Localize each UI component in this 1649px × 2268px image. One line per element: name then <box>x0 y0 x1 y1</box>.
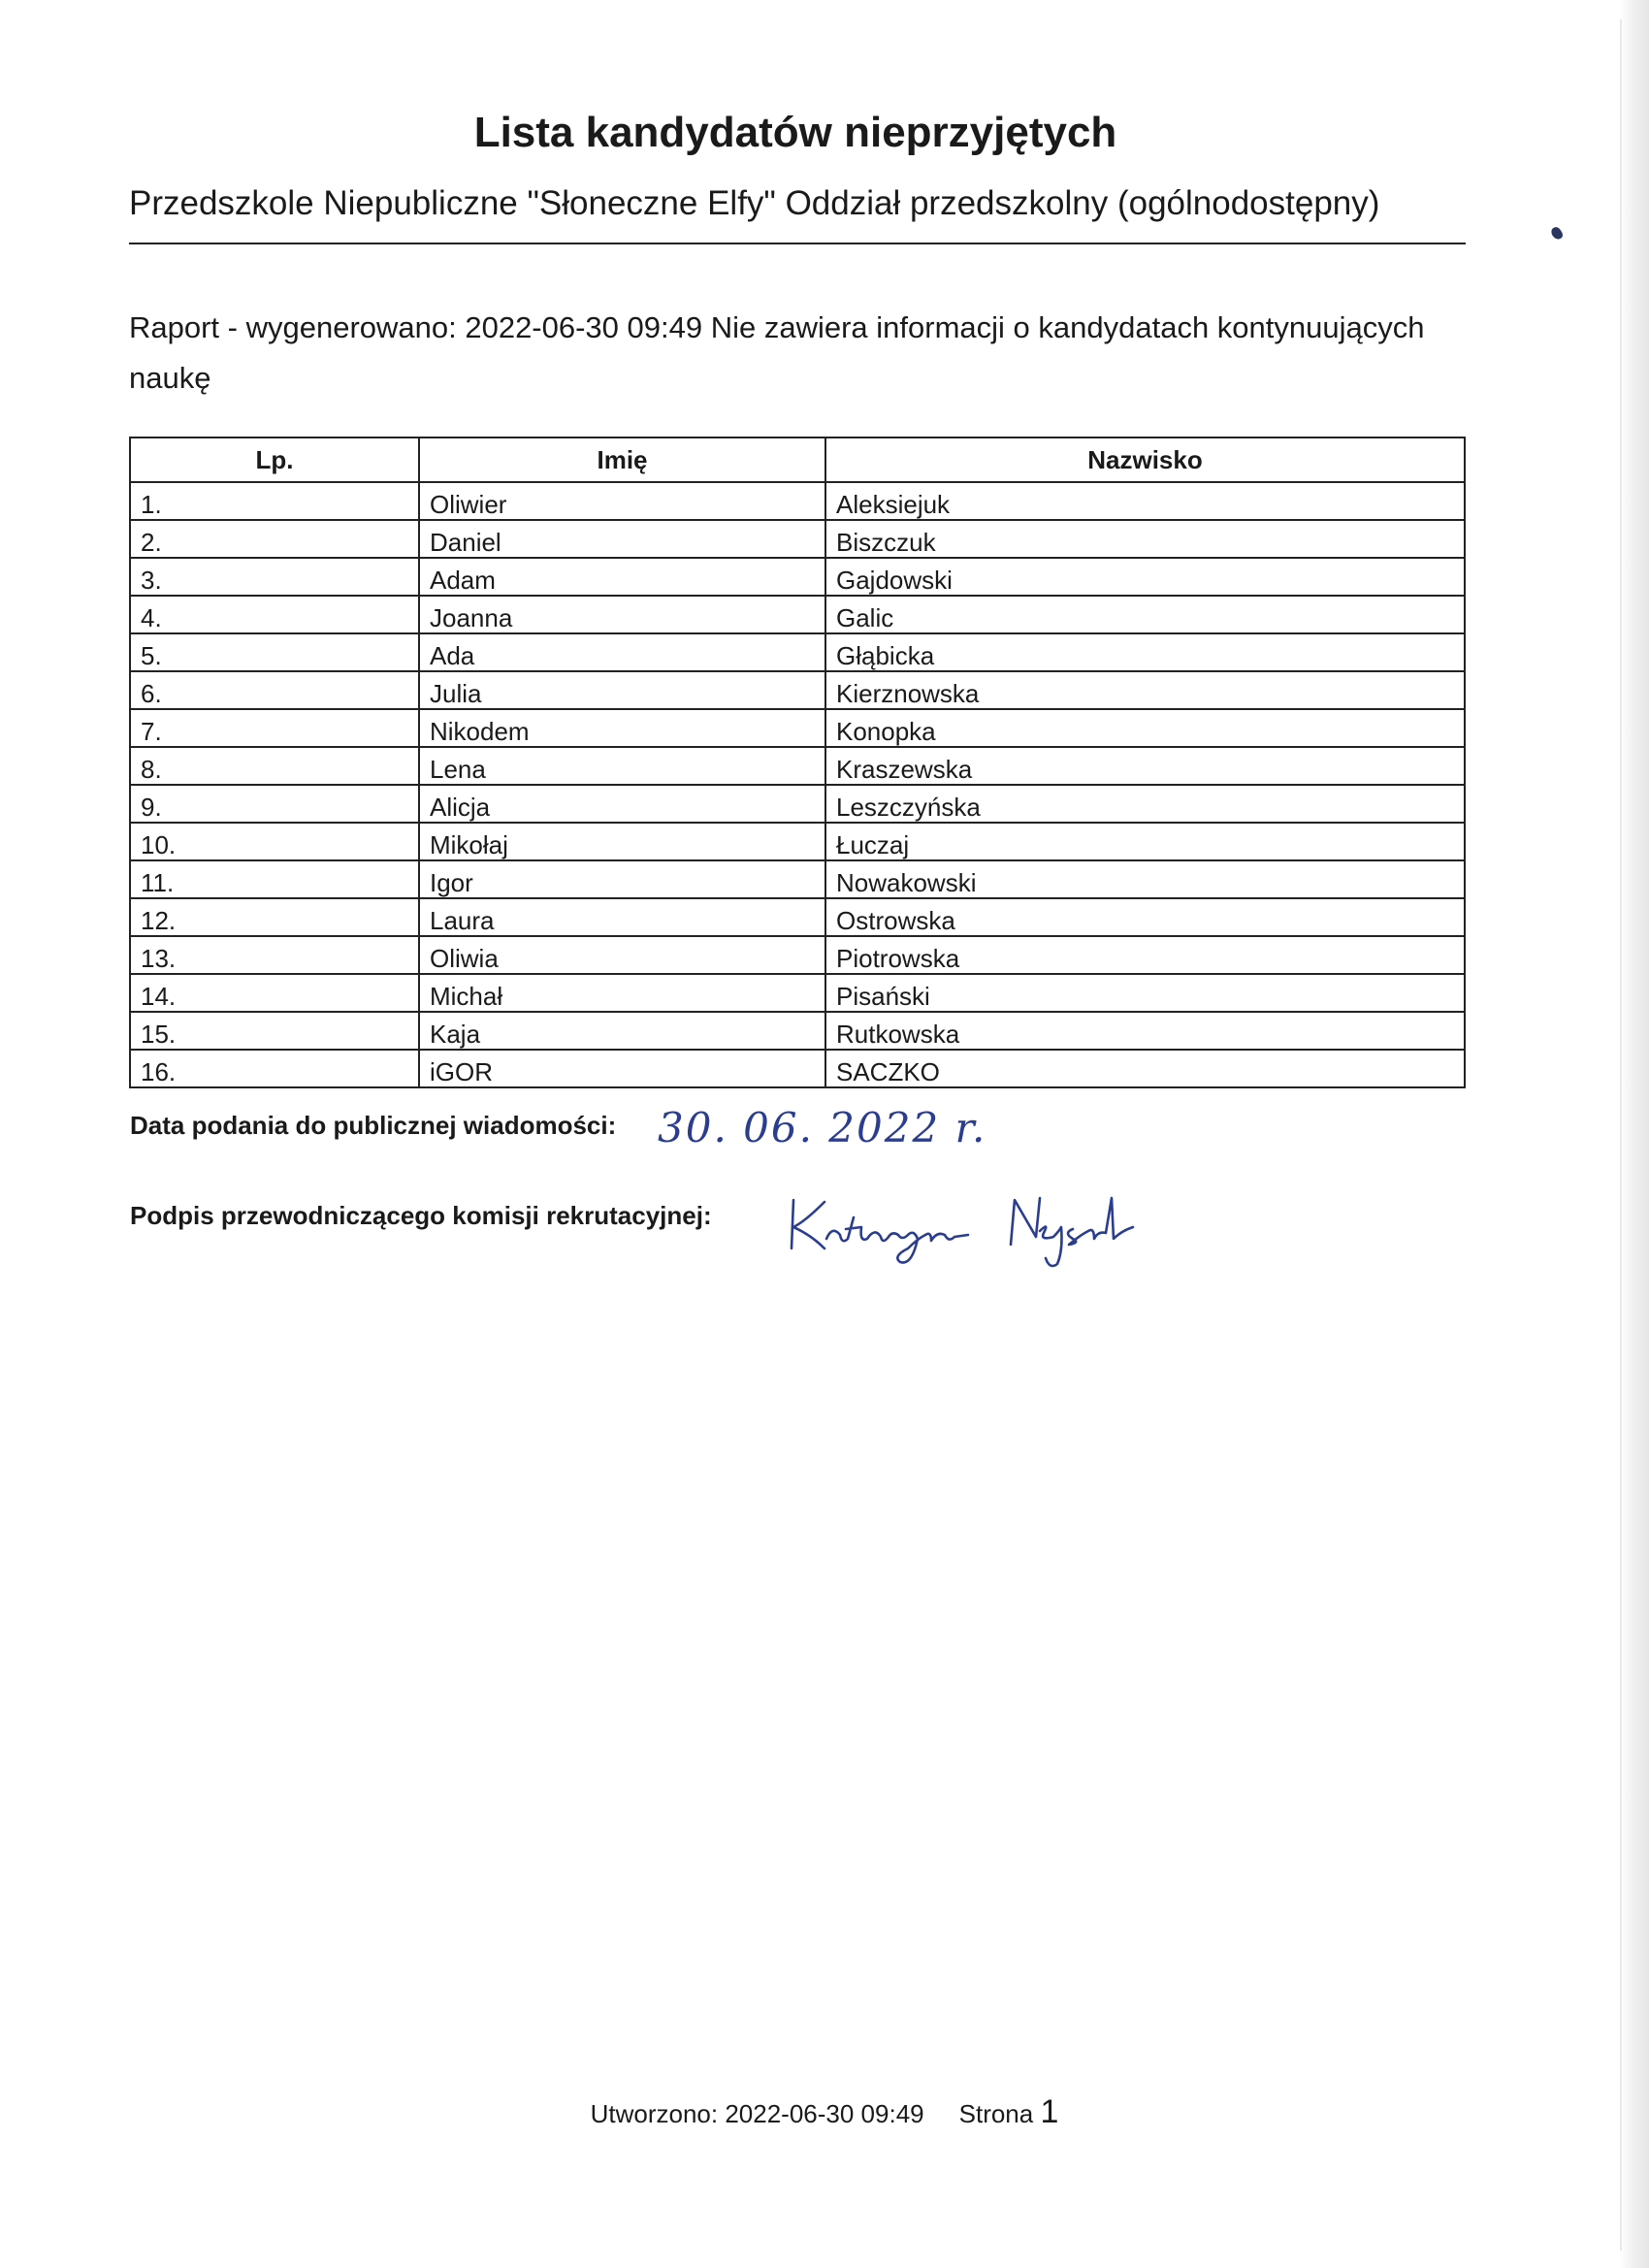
table-row <box>130 558 1465 596</box>
cell-nazwisko: Rutkowska <box>825 1012 1465 1050</box>
cell-imie: Daniel <box>419 520 825 558</box>
cell-imie: Kaja <box>419 1012 825 1050</box>
signature-label: Podpis przewodniczącego komisji rekrutacyjnej: <box>130 1201 712 1230</box>
page-footer <box>0 2093 1649 2131</box>
cell-nazwisko: SACZKO <box>825 1050 1465 1087</box>
cell-lp: 6. <box>130 671 419 709</box>
table-header-row <box>130 437 1465 482</box>
subtitle-divider <box>129 243 1466 244</box>
table-row <box>130 785 1465 823</box>
cell-nazwisko: Łuczaj <box>825 823 1465 860</box>
cell-lp: 11. <box>130 860 419 898</box>
cell-lp: 16. <box>130 1050 419 1087</box>
cell-nazwisko: Aleksiejuk <box>825 482 1465 520</box>
scan-line <box>1620 19 1622 2251</box>
table-row <box>130 596 1465 633</box>
table-row <box>130 633 1465 671</box>
cell-lp: 3. <box>130 558 419 596</box>
cell-nazwisko: Galic <box>825 596 1465 633</box>
cell-lp: 15. <box>130 1012 419 1050</box>
cell-lp: 10. <box>130 823 419 860</box>
cell-nazwisko: Ostrowska <box>825 898 1465 936</box>
signature <box>786 1188 1174 1276</box>
institution-subtitle: Przedszkole Niepubliczne "Słoneczne Elfy" Oddział przedszkolny (ogólnodostępny) <box>129 184 1380 222</box>
cell-lp: 9. <box>130 785 419 823</box>
cell-nazwisko: Konopka <box>825 709 1465 747</box>
cell-imie: Alicja <box>419 785 825 823</box>
cell-imie: Joanna <box>419 596 825 633</box>
created-timestamp: Utworzono: 2022-06-30 09:49 <box>590 2099 924 2128</box>
table-row <box>130 936 1465 974</box>
cell-imie: Julia <box>419 671 825 709</box>
scan-edge <box>1620 0 1649 2268</box>
cell-nazwisko: Głąbicka <box>825 633 1465 671</box>
page-number: 1 <box>1040 2093 1059 2130</box>
cell-lp: 5. <box>130 633 419 671</box>
table-row <box>130 709 1465 747</box>
candidates-table <box>129 437 1466 1088</box>
table-row <box>130 671 1465 709</box>
table-row <box>130 1050 1465 1087</box>
cell-imie: Igor <box>419 860 825 898</box>
cell-nazwisko: Biszczuk <box>825 520 1465 558</box>
cell-lp: 2. <box>130 520 419 558</box>
cell-nazwisko: Kraszewska <box>825 747 1465 785</box>
cell-lp: 14. <box>130 974 419 1012</box>
handwritten-date: 30. 06. 2022 r. <box>658 1104 987 1151</box>
cell-lp: 12. <box>130 898 419 936</box>
publication-date-label: Data podania do publicznej wiadomości: <box>130 1111 617 1140</box>
cell-imie: Laura <box>419 898 825 936</box>
cell-nazwisko: Kierznowska <box>825 671 1465 709</box>
cell-lp: 13. <box>130 936 419 974</box>
cell-imie: Ada <box>419 633 825 671</box>
cell-lp: 1. <box>130 482 419 520</box>
page-label: Strona <box>958 2099 1034 2128</box>
cell-imie: Mikołaj <box>419 823 825 860</box>
cell-lp: 8. <box>130 747 419 785</box>
table-row <box>130 747 1465 785</box>
report-info: Raport - wygenerowano: 2022-06-30 09:49 Nie zawiera informacji o kandydatach kontynuujących naukę <box>129 310 1425 395</box>
cell-imie: Lena <box>419 747 825 785</box>
cell-lp: 7. <box>130 709 419 747</box>
table-row <box>130 823 1465 860</box>
header-imie: Imię <box>419 437 825 482</box>
header-lp: Lp. <box>130 437 419 482</box>
cell-imie: Adam <box>419 558 825 596</box>
table-row <box>130 520 1465 558</box>
cell-nazwisko: Pisański <box>825 974 1465 1012</box>
cell-imie: Oliwier <box>419 482 825 520</box>
cell-nazwisko: Leszczyńska <box>825 785 1465 823</box>
table-row <box>130 1012 1465 1050</box>
table-row <box>130 898 1465 936</box>
table-row <box>130 482 1465 520</box>
cell-imie: Nikodem <box>419 709 825 747</box>
table-body <box>130 482 1465 1087</box>
cell-nazwisko: Nowakowski <box>825 860 1465 898</box>
cell-lp: 4. <box>130 596 419 633</box>
cell-nazwisko: Piotrowska <box>825 936 1465 974</box>
page-title: Lista kandydatów nieprzyjętych <box>473 109 1117 156</box>
table-row <box>130 974 1465 1012</box>
header-nazwisko: Nazwisko <box>825 437 1465 482</box>
cell-imie: Michał <box>419 974 825 1012</box>
cell-imie: iGOR <box>419 1050 825 1087</box>
cell-nazwisko: Gajdowski <box>825 558 1465 596</box>
ink-spot <box>1549 225 1564 241</box>
cell-imie: Oliwia <box>419 936 825 974</box>
table-row <box>130 860 1465 898</box>
